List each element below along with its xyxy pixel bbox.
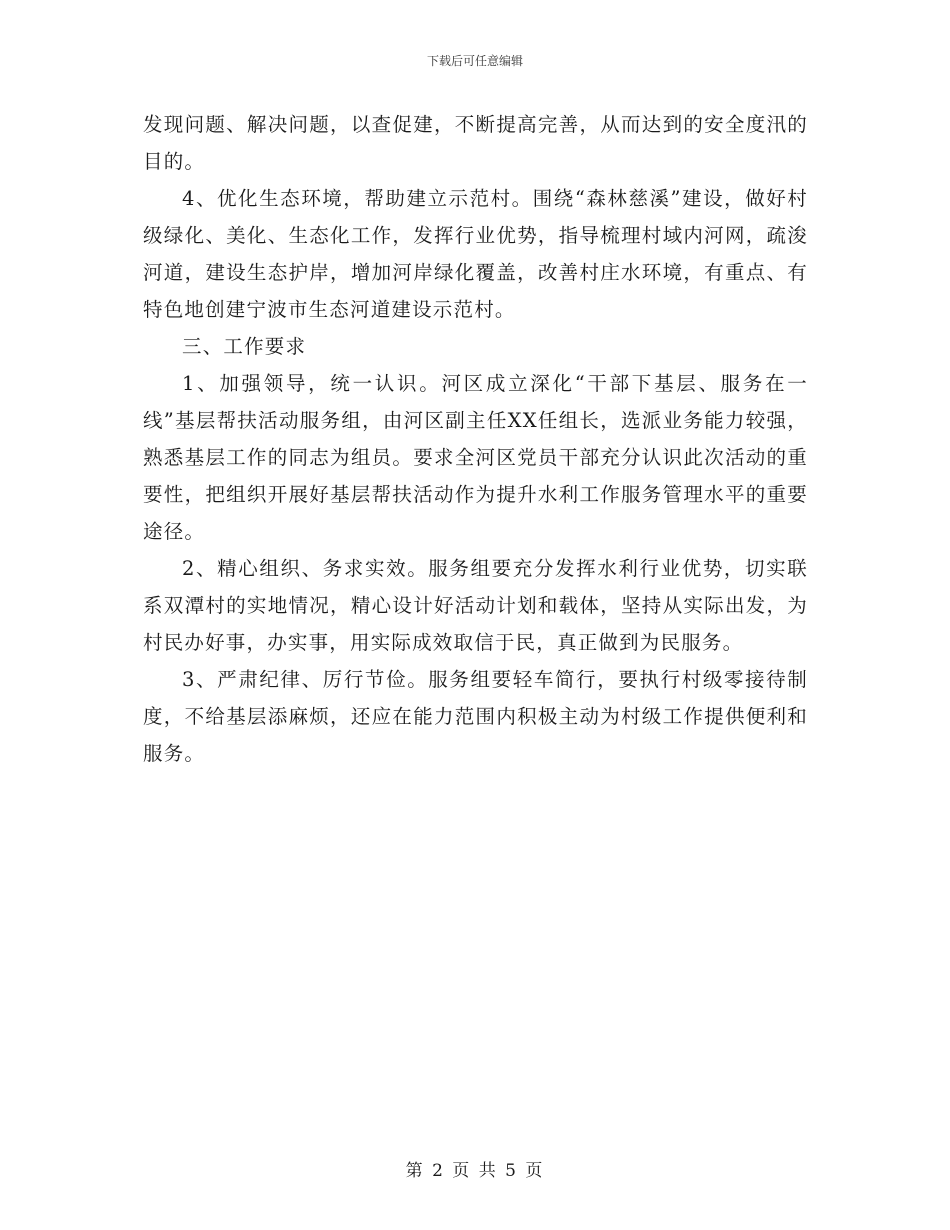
paragraph-requirement-3: 3、严肃纪律、厉行节俭。服务组要轻车简行，要执行村级零接待制度，不给基层添麻烦，还应在能力范围内积极主动为村级工作提供便利和服务。 xyxy=(143,668,808,765)
page-number-footer: 第 2 页 共 5 页 xyxy=(405,1161,545,1181)
section-heading-work-requirements: 三、工作要求 xyxy=(182,335,307,358)
paragraph-item-4: 4、优化生态环境，帮助建立示范村。围绕“森林慈溪”建设，做好村级绿化、美化、生态化工作，发挥行业优势，指导梳理村域内河网，疏浚河道，建设生态护岸，增加河岸绿化覆盖，改善村庄水环境，有重点、有特色地创建宁波市生态河道建设示范村。 xyxy=(143,187,808,321)
paragraph-continuation: 发现问题、解决问题，以查促建，不断提高完善，从而达到的安全度汛的目的。 xyxy=(143,113,808,173)
page-header-note: 下载后可任意编辑 xyxy=(426,54,523,68)
paragraph-requirement-1: 1、加强领导，统一认识。河区成立深化“干部下基层、服务在一线”基层帮扶活动服务组，由河区副主任XX任组长，选派业务能力较强，熟悉基层工作的同志为组员。要求全河区党员干部充分认识此次活动的重要性，把组织开展好基层帮扶活动作为提升水利工作服务管理水平的重要途径。 xyxy=(143,372,808,543)
paragraph-requirement-2: 2、精心组织、务求实效。服务组要充分发挥水利行业优势，切实联系双潭村的实地情况，精心设计好活动计划和载体，坚持从实际出发，为村民办好事，办实事，用实际成效取信于民，真正做到为民服务。 xyxy=(143,557,808,654)
document-body xyxy=(143,106,808,772)
